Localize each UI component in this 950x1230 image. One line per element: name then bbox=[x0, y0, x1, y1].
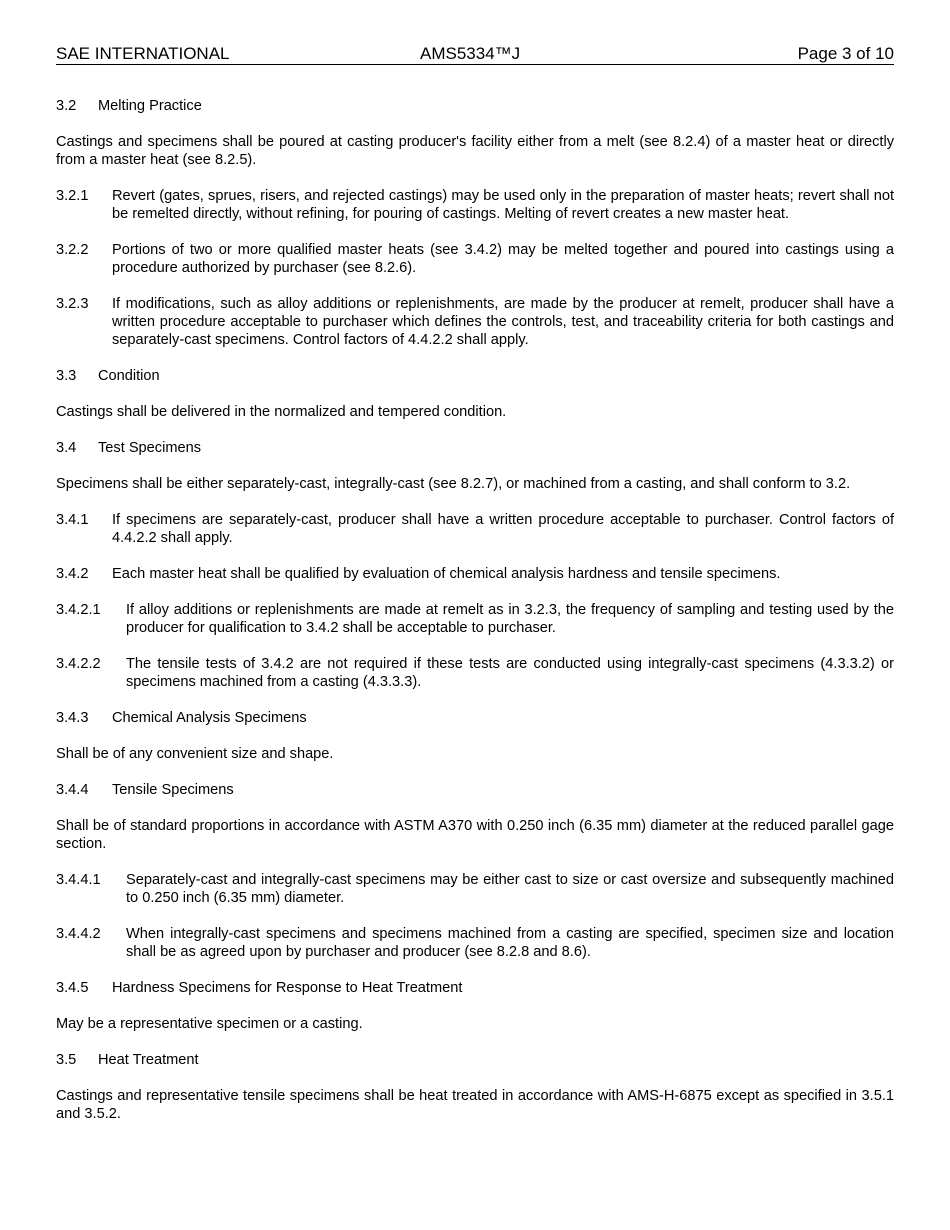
section-paragraph-3-2: Castings and specimens shall be poured at casting producer's facility either from a melt (see 8.2.4) of a master heat or directly from a master heat (see 8.2.5). bbox=[56, 134, 894, 168]
clause-text: If specimens are separately-cast, producer shall have a written procedure acceptable to purchaser. Control factors of 4.4.2.2 shall apply. bbox=[112, 512, 894, 546]
section-title: Melting Practice bbox=[98, 98, 202, 114]
section-heading-3-4-3 bbox=[56, 709, 894, 727]
section-number: 3.4.3 bbox=[56, 710, 89, 726]
clause-number: 3.4.4.2 bbox=[56, 926, 101, 942]
clause-number: 3.4.4.1 bbox=[56, 872, 101, 888]
section-paragraph-3-5: Castings and representative tensile specimens shall be heat treated in accordance with AMS-H-6875 except as specified in 3.5.1 and 3.5.2. bbox=[56, 1088, 894, 1122]
clause-text: Each master heat shall be qualified by evaluation of chemical analysis hardness and tensile specimens. bbox=[112, 566, 781, 582]
section-title: Tensile Specimens bbox=[112, 782, 234, 798]
clause-number: 3.2.3 bbox=[56, 296, 89, 312]
clause-3-4-2-2 bbox=[56, 655, 894, 691]
section-heading-3-4 bbox=[56, 439, 894, 457]
clause-text: The tensile tests of 3.4.2 are not required if these tests are conducted using integrally-cast specimens (4.3.3.2) or specimens machined from a casting (4.3.3.3). bbox=[126, 656, 894, 690]
section-number: 3.2 bbox=[56, 98, 77, 114]
clause-text: When integrally-cast specimens and specimens machined from a casting are specified, specimen size and location shall be as agreed upon by purchaser and producer (see 8.2.8 and 8.6). bbox=[126, 926, 894, 960]
header-doc-id: AMS5334™J bbox=[420, 44, 521, 63]
clause-3-4-4-1 bbox=[56, 871, 894, 907]
section-title: Hardness Specimens for Response to Heat Treatment bbox=[112, 980, 463, 996]
section-number: 3.4 bbox=[56, 440, 77, 456]
page-header bbox=[56, 44, 894, 65]
header-page-number: Page 3 of 10 bbox=[797, 44, 894, 63]
section-heading-3-5 bbox=[56, 1051, 894, 1069]
clause-3-4-1 bbox=[56, 511, 894, 547]
section-number: 3.3 bbox=[56, 368, 77, 384]
clause-number: 3.2.1 bbox=[56, 188, 89, 204]
clause-text: Separately-cast and integrally-cast specimens may be either cast to size or cast oversize and subsequently machined to 0.250 inch (6.35 mm) diameter. bbox=[126, 872, 894, 906]
section-title: Condition bbox=[98, 368, 160, 384]
clause-text: Portions of two or more qualified master heats (see 3.4.2) may be melted together and poured into castings using a procedure authorized by purchaser (see 8.2.6). bbox=[112, 242, 894, 276]
section-paragraph-3-4-4: Shall be of standard proportions in accordance with ASTM A370 with 0.250 inch (6.35 mm) diameter at the reduced parallel gage section. bbox=[56, 818, 894, 852]
section-paragraph-3-4: Specimens shall be either separately-cast, integrally-cast (see 8.2.7), or machined from a casting, and shall conform to 3.2. bbox=[56, 476, 851, 492]
clause-number: 3.4.2 bbox=[56, 566, 89, 582]
document-body bbox=[56, 97, 894, 1141]
clause-3-4-2 bbox=[56, 565, 894, 583]
section-heading-3-4-4 bbox=[56, 781, 894, 799]
section-heading-3-3 bbox=[56, 367, 894, 385]
clause-number: 3.4.1 bbox=[56, 512, 89, 528]
clause-3-2-3 bbox=[56, 295, 894, 349]
section-title: Heat Treatment bbox=[98, 1052, 199, 1068]
clause-3-2-2 bbox=[56, 241, 894, 277]
section-number: 3.4.4 bbox=[56, 782, 89, 798]
section-number: 3.5 bbox=[56, 1052, 77, 1068]
section-title: Chemical Analysis Specimens bbox=[112, 710, 307, 726]
clause-text: If modifications, such as alloy additions or replenishments, are made by the producer at remelt, producer shall have a written procedure acceptable to purchaser which defines the controls, test, and traceability criteria for both castings and separately-cast specimens. Control factors of 4.4.2.2 shall apply. bbox=[112, 296, 894, 348]
clause-number: 3.2.2 bbox=[56, 242, 89, 258]
clause-3-4-2-1 bbox=[56, 601, 894, 637]
section-paragraph-3-4-5: May be a representative specimen or a casting. bbox=[56, 1016, 363, 1032]
section-number: 3.4.5 bbox=[56, 980, 89, 996]
header-org: SAE INTERNATIONAL bbox=[56, 44, 230, 63]
section-heading-3-4-5 bbox=[56, 979, 894, 997]
section-heading-3-2 bbox=[56, 97, 894, 115]
clause-number: 3.4.2.2 bbox=[56, 656, 101, 672]
section-paragraph-3-4-3: Shall be of any convenient size and shape. bbox=[56, 746, 334, 762]
clause-text: If alloy additions or replenishments are made at remelt as in 3.2.3, the frequency of sampling and testing used by the producer for qualification to 3.4.2 shall be acceptable to purchaser. bbox=[126, 602, 894, 636]
section-title: Test Specimens bbox=[98, 440, 202, 456]
clause-number: 3.4.2.1 bbox=[56, 602, 101, 618]
clause-3-2-1 bbox=[56, 187, 894, 223]
clause-3-4-4-2 bbox=[56, 925, 894, 961]
clause-text: Revert (gates, sprues, risers, and rejected castings) may be used only in the preparation of master heats; revert shall not be remelted directly, without refining, for pouring of castings. Melting of revert creates a new master heat. bbox=[112, 188, 894, 222]
section-paragraph-3-3: Castings shall be delivered in the normalized and tempered condition. bbox=[56, 404, 507, 420]
